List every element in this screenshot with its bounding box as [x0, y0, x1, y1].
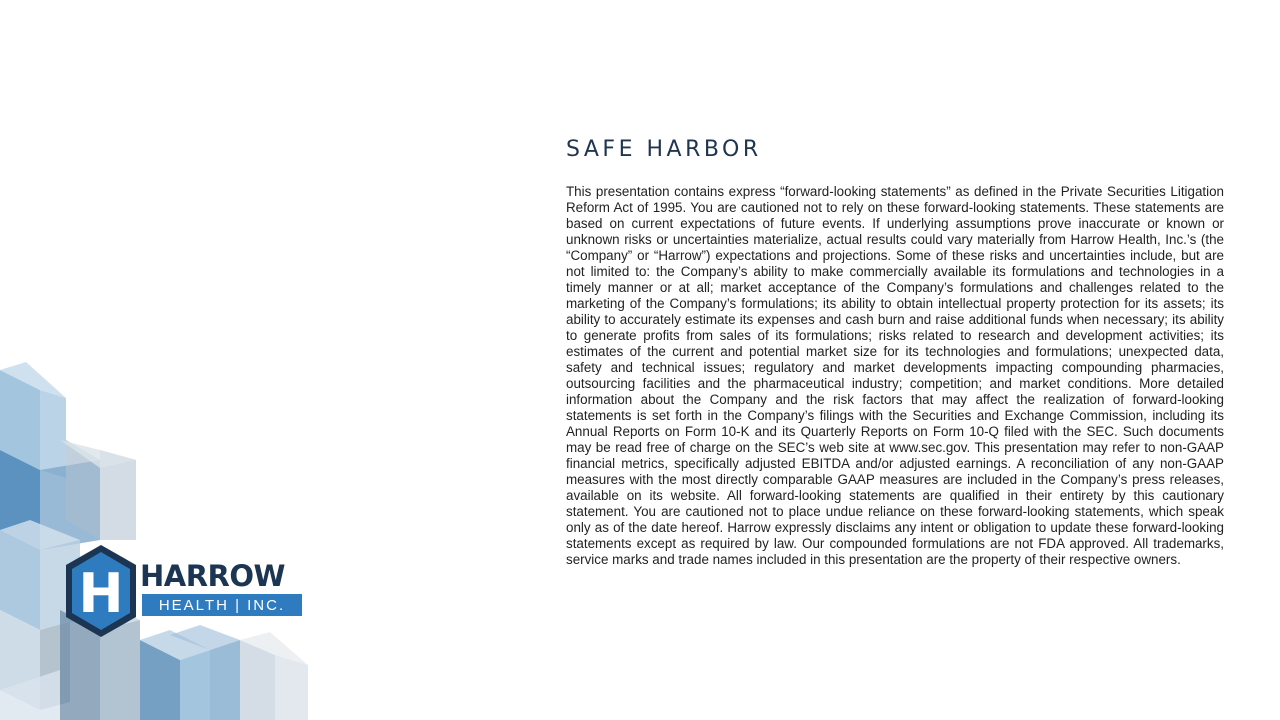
safe-harbor-body-text: This presentation contains express “forward-looking statements” as defined in the Private Securities Litigation Reform Act of 1995. You are cautioned not to rely on these forward-looking statements. These statements are based on current expectations of future events. If underlying assumptions prove inaccurate or known or unknown risks or uncertainties materialize, actual results could vary materially from Harrow Health, Inc.’s (the “Company” or “Harrow”) expectations and projections. Some of these risks and uncertainties include, but are not limited to: the Company’s ability to make commercially available its formulations and technologies in a timely manner or at all; market acceptance of the Company’s formulations and challenges related to the marketing of the Company’s formulations; its ability to obtain intellectual property protection for its assets; its ability to accurately estimate its expenses and cash burn and raise additional funds when necessary; its ability to generate profits from sales of its formulations; risks related to research and development activities; its estimates of the current and potential market size for its technologies and formulations; unexpected data, safety and technical issues; regulatory and market developments impacting compounding pharmacies, outsourcing facilities and the pharmaceutical industry; competition; and market conditions. More detailed information about the Company and the risk factors that may affect the realization of forward-looking statements is set forth in the Company’s filings with the Securities and Exchange Commission, including its Annual Reports on Form 10-K and its Quarterly Reports on Form 10-Q filed with the SEC. Such documents may be read free of charge on the SEC’s web site at www.sec.gov. This presentation may refer to non-GAAP financial metrics, specifically adjusted EBITDA and/or adjusted earnings. A reconciliation of any non-GAAP measures with the most directly comparable GAAP measures are included in the Company’s press releases, available on its website. All forward-looking statements are qualified in their entirety by this cautionary statement. You are cautioned not to place undue reliance on these forward-looking statements, which speak only as of the date hereof. Harrow expressly disclaims any intent or obligation to update these forward-looking statements except as required by law. Our compounded formulations are not FDA approved. All trademarks, service marks and trade names included in this presentation are the property of their respective owners.: [566, 184, 1224, 567]
logo-wordmark: HARROW: [140, 559, 286, 593]
decorative-cube-pattern: [0, 360, 320, 720]
slide-title: SAFE HARBOR: [566, 137, 762, 162]
harrow-health-logo: [64, 543, 308, 639]
cube-column-back: [0, 362, 136, 550]
logo-subline: HEALTH | INC.: [142, 594, 302, 616]
logo-letter: H: [78, 562, 124, 625]
logo-hexagon-icon: [64, 543, 138, 639]
